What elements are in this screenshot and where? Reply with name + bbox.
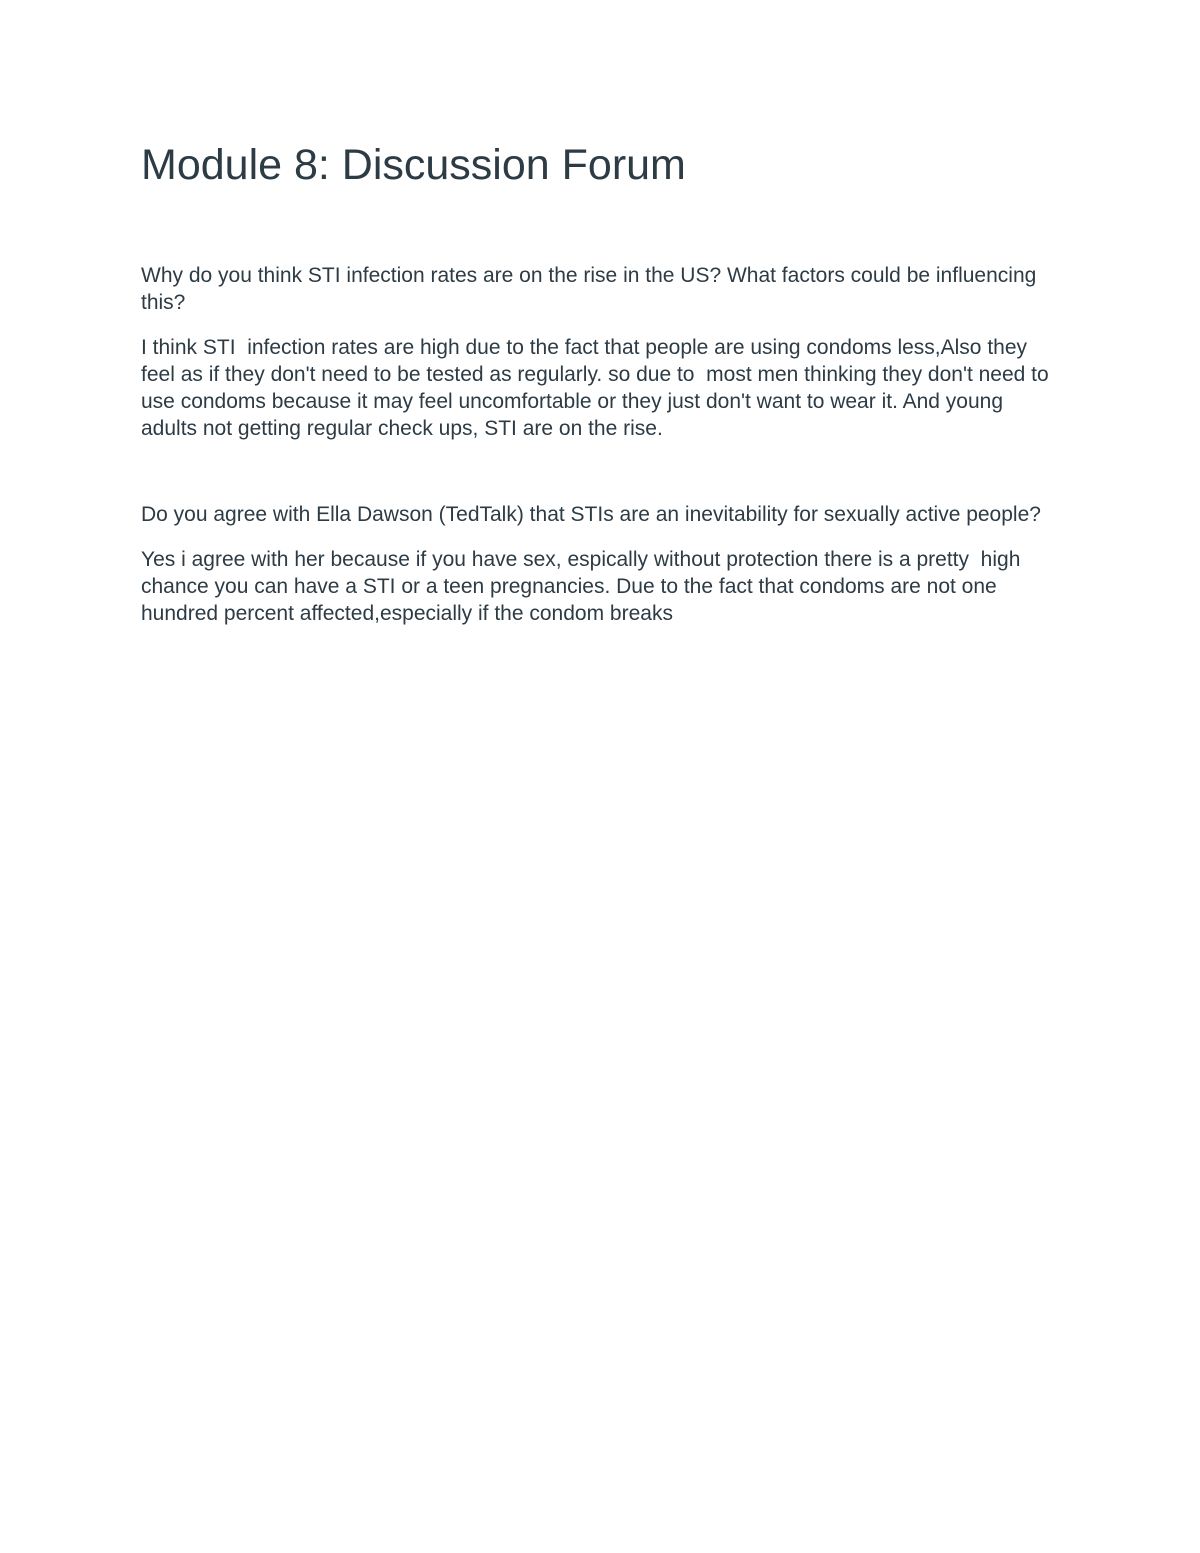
- question-1: Why do you think STI infection rates are on the rise in the US? What factors could be influencing this?: [141, 264, 1043, 314]
- answer-1: I think STI infection rates are high due to the fact that people are using condoms less,Also they feel as if they don't need to be tested as regularly. so due to most men thinking they don't need to use condoms because it may feel uncomfortable or they just don't want to wear it. And young adults not getting regular check ups, STI are on the rise.: [141, 336, 1055, 440]
- answer-2: Yes i agree with her because if you have sex, espically without protection there is a pretty high chance you can have a STI or a teen pregnancies. Due to the fact that condoms are not one hundred percent affected,especially if the condom breaks: [141, 548, 1027, 625]
- page-title: Module 8: Discussion Forum: [141, 141, 686, 189]
- question-2: Do you agree with Ella Dawson (TedTalk) that STIs are an inevitability for sexually active people?: [141, 503, 1041, 526]
- document-content: [141, 137, 1061, 627]
